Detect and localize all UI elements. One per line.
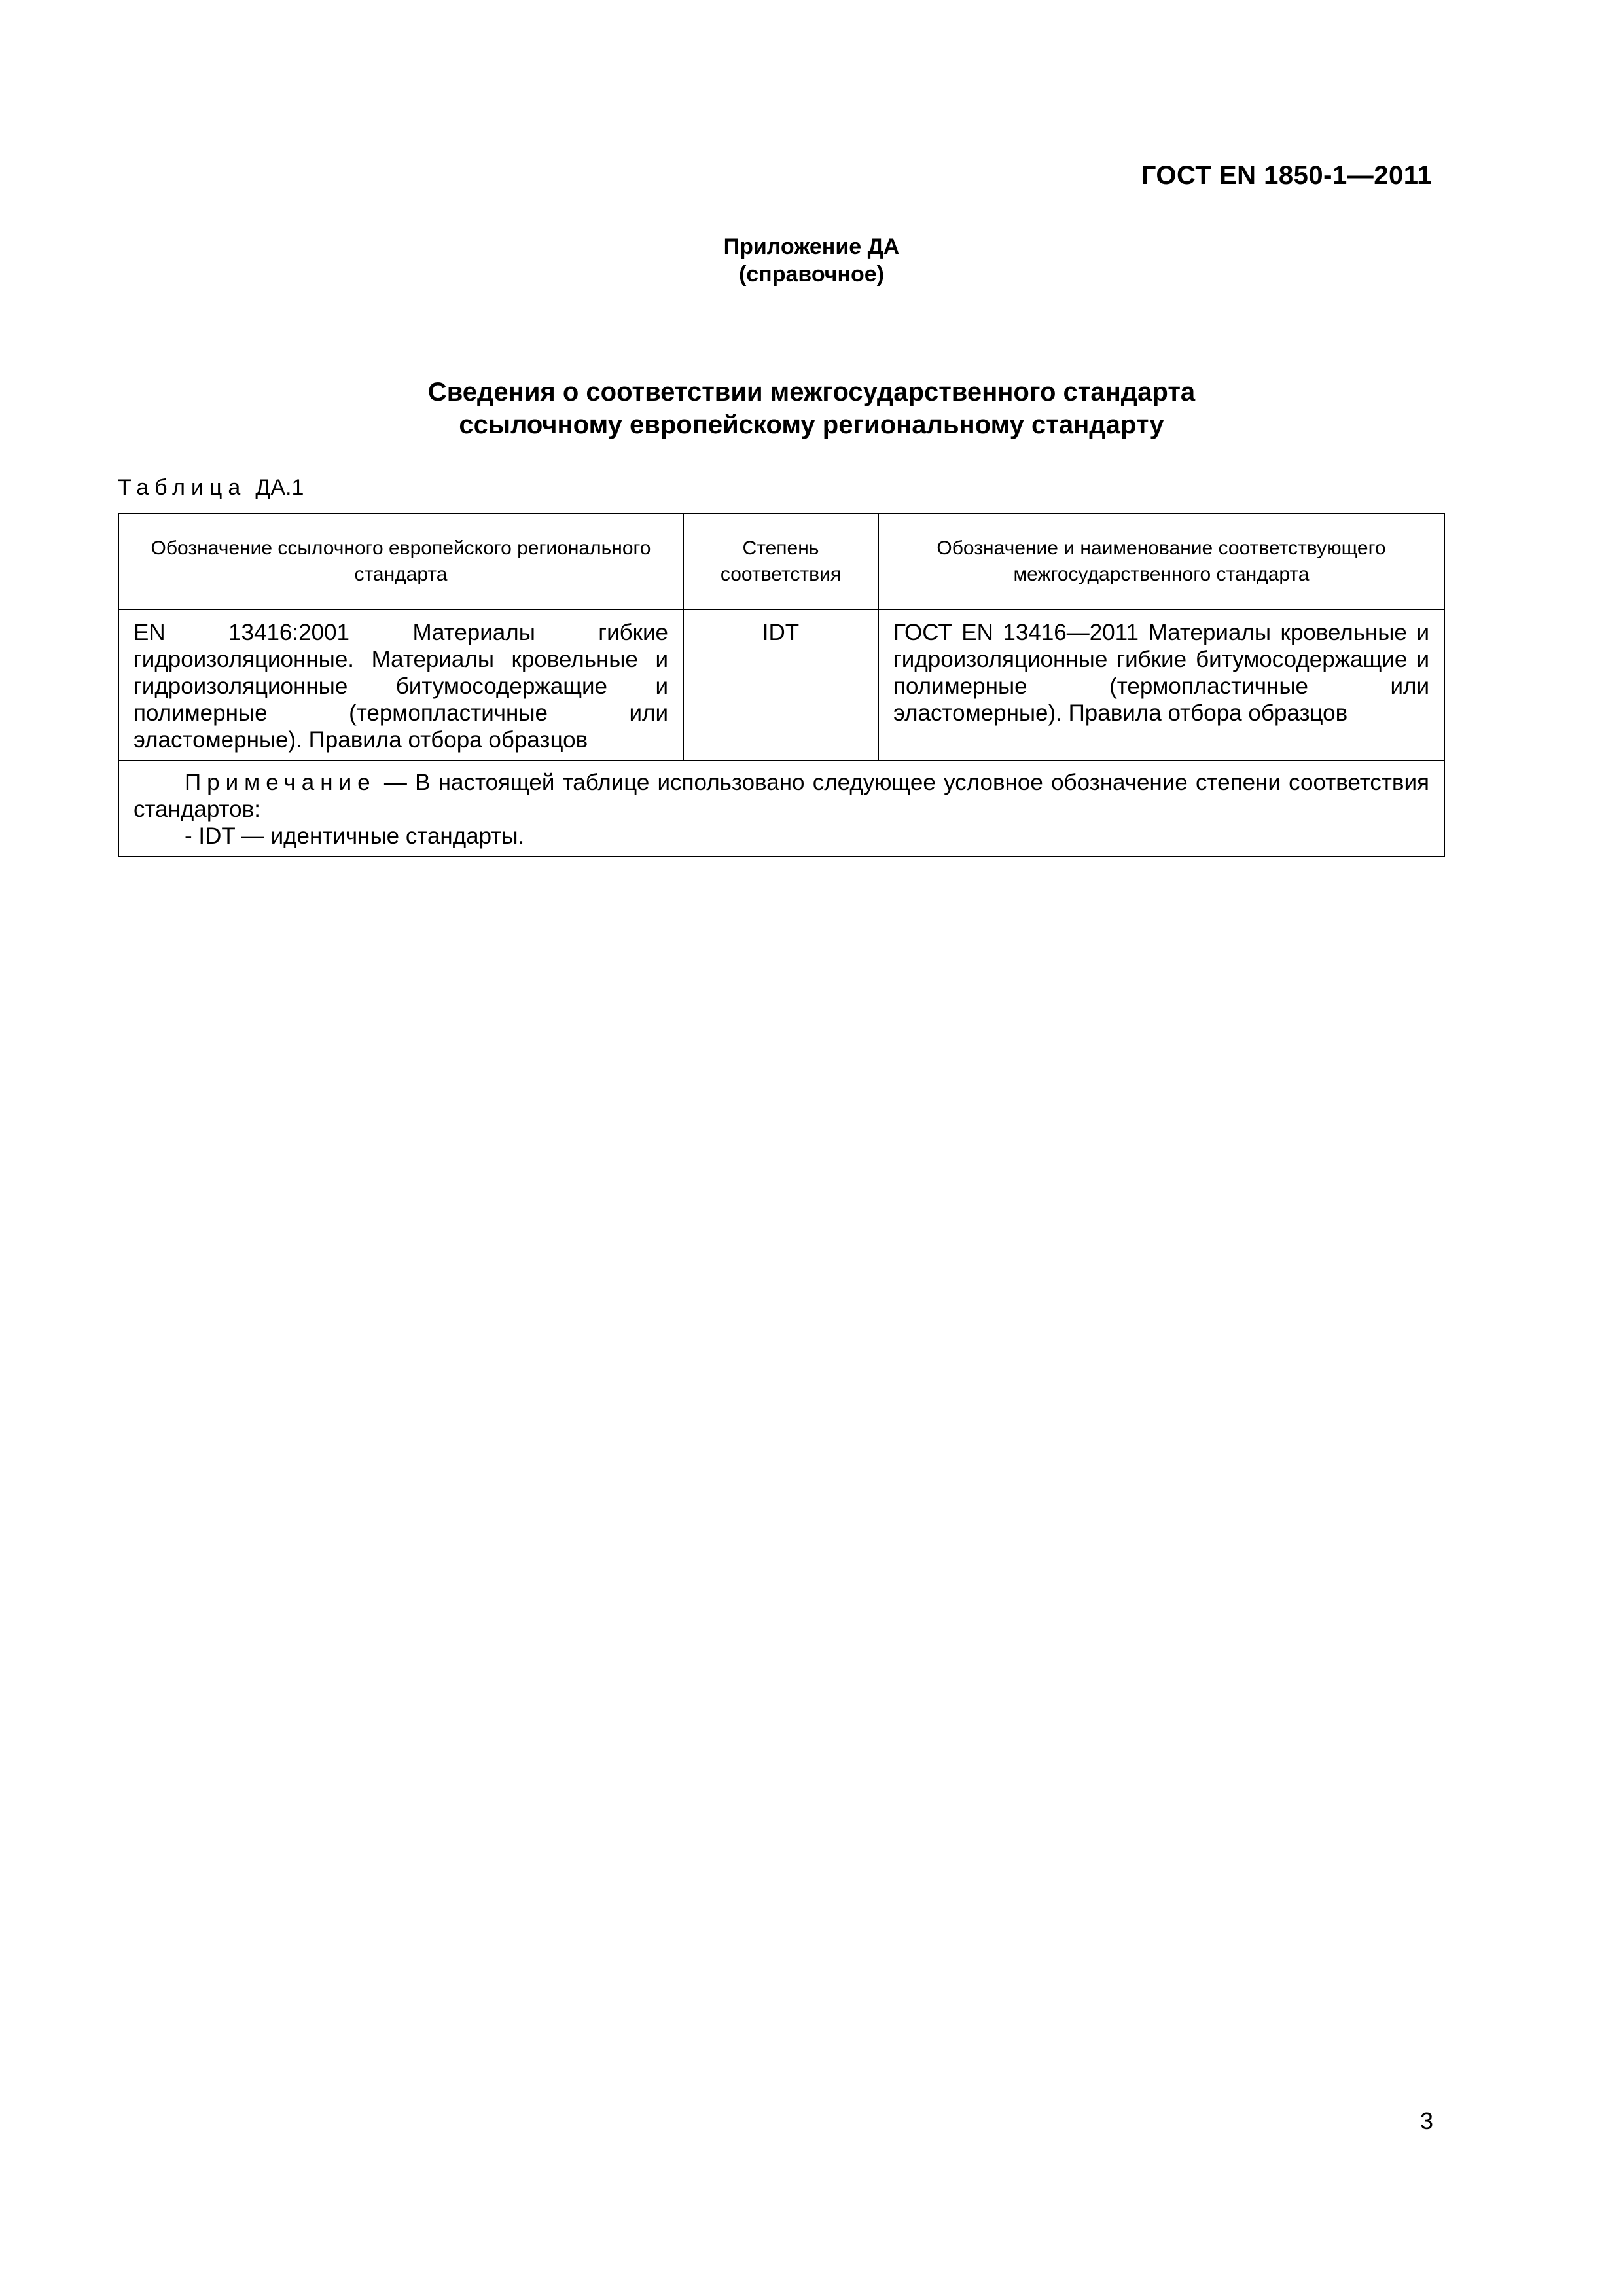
page-number: 3 [1419,2108,1433,2134]
correspondence-table [118,513,1445,857]
document-code: ГОСТ EN 1850-1—2011 [1141,161,1432,190]
table-header-row [118,514,1444,609]
section-title-line2: ссылочному европейскому региональному стандарту [459,410,1164,439]
table-row [118,609,1444,761]
appendix-title: Приложение ДА [723,234,900,259]
appendix-type: (справочное) [738,262,885,287]
table-caption [118,475,304,501]
table-note [118,761,1444,857]
table-caption-number: ДА.1 [255,475,304,500]
section-title [0,376,1623,441]
table-caption-label: Таблица [118,475,247,500]
cell-degree-of-correspondence: IDT [683,609,878,761]
note-item: - IDT — идентичные стандарты. [185,823,525,849]
section-title-line1: Сведения о соответствии межгосударственного стандарта [427,378,1196,406]
note-body: — В настоящей таблице использовано следующее условное обозначение степени соответствия стандартов: [134,770,1429,822]
header-degree-of-correspondence: Степень соответствия [683,514,878,609]
cell-interstate-standard: ГОСТ EN 13416—2011 Материалы кровельные и гидроизоляционные гибкие битумосодержащие и полимерные (термопластичные или эластомерные). Правила отбора образцов [878,609,1444,761]
table-note-row [118,761,1444,857]
appendix-heading [0,233,1623,288]
header-reference-standard: Обозначение ссылочного европейского регионального стандарта [118,514,683,609]
header-interstate-standard: Обозначение и наименование соответствующего межгосударственного стандарта [878,514,1444,609]
cell-reference-standard: EN 13416:2001 Материалы гибкие гидроизоляционные. Материалы кровельные и гидроизоляционные битумосодержащие и полимерные (термопластичные или эластомерные). Правила отбора образцов [118,609,683,761]
note-text [134,769,1429,823]
note-label: Примечание [185,770,376,795]
